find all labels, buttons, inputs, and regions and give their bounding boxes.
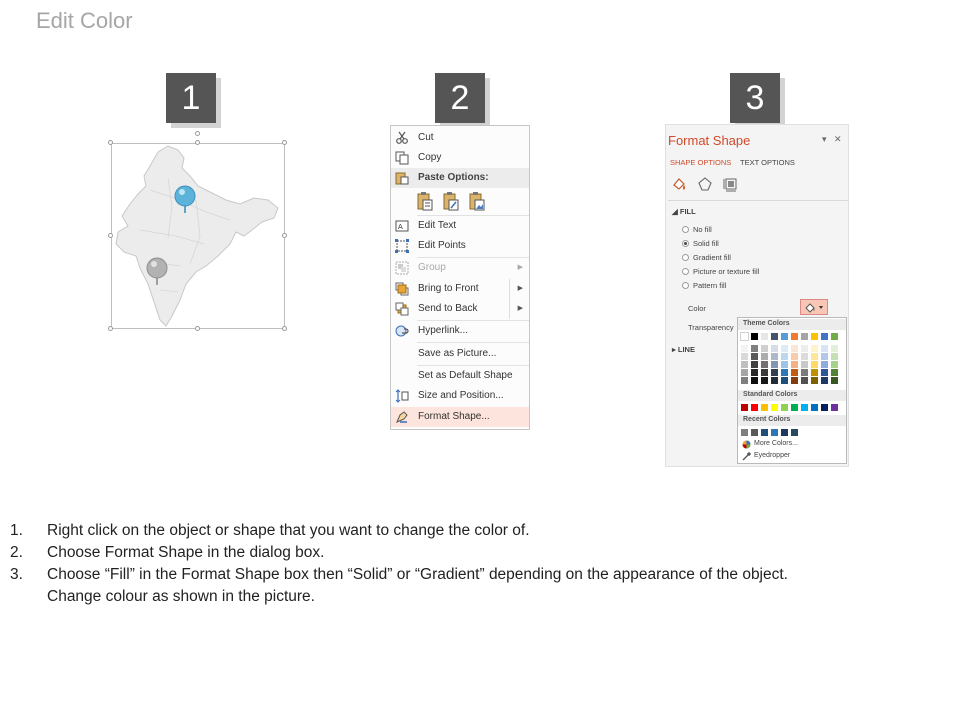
menu-item-label: Set as Default Shape bbox=[418, 370, 513, 381]
recent-color-swatch[interactable] bbox=[741, 429, 748, 436]
svg-text:A: A bbox=[398, 223, 403, 231]
menu-item-label: Edit Points bbox=[418, 240, 466, 251]
theme-shade-swatch[interactable] bbox=[791, 369, 798, 376]
standard-color-swatch[interactable] bbox=[771, 404, 778, 411]
menu-item-label: Send to Back bbox=[418, 303, 478, 314]
copy-icon bbox=[395, 151, 409, 165]
recent-color-swatch[interactable] bbox=[761, 429, 768, 436]
eyedropper-icon bbox=[742, 452, 751, 461]
theme-color-swatch[interactable] bbox=[751, 333, 758, 340]
more-colors-option[interactable] bbox=[741, 439, 845, 450]
effects-icon[interactable] bbox=[697, 176, 713, 192]
theme-colors-header bbox=[738, 319, 846, 330]
line-section-toggle[interactable] bbox=[672, 345, 695, 354]
bring-to-front-icon bbox=[395, 282, 409, 296]
menu-item-label: Bring to Front bbox=[418, 283, 479, 294]
edit-text-icon bbox=[395, 219, 409, 233]
menu-header-paste-options bbox=[391, 168, 529, 188]
fill-and-line-icon[interactable] bbox=[671, 176, 687, 192]
menu-item-hyperlink[interactable] bbox=[391, 321, 529, 341]
recent-colors-label: Recent Colors bbox=[743, 416, 791, 423]
group-icon bbox=[395, 261, 409, 275]
menu-item-edit-text[interactable] bbox=[391, 216, 529, 236]
paste-icon bbox=[395, 171, 409, 185]
theme-shade-swatch[interactable] bbox=[781, 353, 788, 360]
standard-color-swatch[interactable] bbox=[761, 404, 768, 411]
theme-shade-swatch[interactable] bbox=[831, 353, 838, 360]
theme-shade-swatch[interactable] bbox=[791, 345, 798, 352]
menu-item-send-to-back[interactable] bbox=[391, 299, 529, 319]
pane-divider bbox=[668, 200, 848, 201]
menu-header-label: Paste Options: bbox=[418, 172, 489, 183]
instruction-list bbox=[10, 522, 950, 610]
step-badge-3: 3 bbox=[730, 73, 780, 123]
theme-shade-swatch[interactable] bbox=[831, 345, 838, 352]
size-position-icon bbox=[395, 389, 409, 403]
recent-color-swatch[interactable] bbox=[781, 429, 788, 436]
hyperlink-icon bbox=[395, 324, 409, 338]
eyedropper-option[interactable] bbox=[741, 451, 845, 462]
theme-shade-swatch[interactable] bbox=[831, 377, 838, 384]
theme-shade-swatch[interactable] bbox=[811, 361, 818, 368]
theme-shade-swatch[interactable] bbox=[791, 377, 798, 384]
collapse-triangle-icon: ◢ bbox=[672, 207, 678, 216]
standard-color-swatch[interactable] bbox=[821, 404, 828, 411]
radio-button[interactable] bbox=[682, 254, 689, 261]
instruction-item bbox=[10, 588, 950, 610]
standard-color-swatch[interactable] bbox=[801, 404, 808, 411]
menu-item-bring-to-front[interactable] bbox=[391, 279, 529, 299]
size-properties-icon[interactable] bbox=[723, 176, 739, 192]
instruction-text: Choose “Fill” in the Format Shape box then “Solid” or “Gradient” depending on the appearance of the object. bbox=[47, 566, 788, 583]
menu-item-format-shape[interactable] bbox=[391, 407, 529, 427]
radio-button[interactable] bbox=[682, 226, 689, 233]
standard-color-swatch[interactable] bbox=[751, 404, 758, 411]
theme-shade-swatch[interactable] bbox=[741, 361, 748, 368]
instruction-number: 1. bbox=[10, 522, 23, 539]
standard-colors-header bbox=[738, 390, 846, 401]
menu-item-label: Hyperlink... bbox=[418, 325, 469, 336]
format-shape-icon bbox=[395, 410, 409, 424]
theme-shade-swatch[interactable] bbox=[781, 345, 788, 352]
split-separator bbox=[509, 299, 510, 319]
paste-picture-icon[interactable] bbox=[469, 191, 485, 211]
theme-shade-swatch[interactable] bbox=[761, 361, 768, 368]
radio-label: Pattern fill bbox=[693, 281, 727, 290]
tab-shape-options[interactable]: SHAPE OPTIONS bbox=[670, 158, 732, 167]
theme-shade-swatch[interactable] bbox=[751, 361, 758, 368]
theme-shade-swatch[interactable] bbox=[811, 353, 818, 360]
fill-section-label: FILL bbox=[679, 207, 696, 216]
submenu-arrow-icon[interactable]: ▶ bbox=[517, 285, 523, 292]
menu-item-label: Format Shape... bbox=[418, 411, 490, 422]
standard-color-swatch[interactable] bbox=[741, 404, 748, 411]
scissors-icon bbox=[395, 131, 409, 145]
theme-shade-swatch[interactable] bbox=[761, 369, 768, 376]
recent-colors-header bbox=[738, 415, 846, 426]
menu-item-save-as-picture[interactable] bbox=[391, 344, 529, 364]
radio-button[interactable] bbox=[682, 282, 689, 289]
context-menu bbox=[390, 125, 530, 430]
paste-use-destination-icon[interactable] bbox=[443, 191, 459, 211]
radio-label: Solid fill bbox=[693, 239, 719, 248]
instruction-item bbox=[10, 566, 950, 588]
radio-label: Picture or texture fill bbox=[693, 267, 760, 276]
pane-close-icon[interactable]: ✕ bbox=[834, 134, 842, 144]
radio-button[interactable] bbox=[682, 268, 689, 275]
menu-item-label: Size and Position... bbox=[418, 390, 504, 401]
theme-shade-swatch[interactable] bbox=[751, 353, 758, 360]
tab-text-options[interactable]: TEXT OPTIONS bbox=[740, 158, 795, 167]
theme-shade-swatch[interactable] bbox=[821, 369, 828, 376]
standard-colors-label: Standard Colors bbox=[743, 391, 798, 398]
more-colors-label: More Colors... bbox=[754, 440, 798, 447]
theme-shade-swatch[interactable] bbox=[821, 345, 828, 352]
theme-shade-swatch[interactable] bbox=[771, 369, 778, 376]
standard-color-swatch[interactable] bbox=[791, 404, 798, 411]
menu-item-copy[interactable] bbox=[391, 148, 529, 168]
expand-triangle-icon: ▸ bbox=[672, 345, 676, 354]
page-title: Edit Color bbox=[36, 8, 133, 33]
theme-shade-swatch[interactable] bbox=[771, 361, 778, 368]
theme-shade-swatch[interactable] bbox=[771, 353, 778, 360]
theme-shade-swatch[interactable] bbox=[751, 345, 758, 352]
transparency-label: Transparency bbox=[688, 323, 734, 332]
step-badge-2: 2 bbox=[435, 73, 485, 123]
radio-label: Gradient fill bbox=[693, 253, 731, 262]
radio-button[interactable] bbox=[682, 240, 689, 247]
theme-color-swatch[interactable] bbox=[791, 333, 798, 340]
theme-shade-swatch[interactable] bbox=[781, 361, 788, 368]
theme-shade-swatch[interactable] bbox=[751, 377, 758, 384]
theme-shade-swatch[interactable] bbox=[811, 369, 818, 376]
menu-item-set-default-shape[interactable] bbox=[391, 366, 529, 386]
menu-item-label: Edit Text bbox=[418, 220, 457, 231]
standard-color-swatch[interactable] bbox=[831, 404, 838, 411]
radio-label: No fill bbox=[693, 225, 712, 234]
pane-title: Format Shape bbox=[668, 133, 751, 148]
color-wheel-icon bbox=[742, 440, 751, 449]
menu-item-cut[interactable] bbox=[391, 128, 529, 148]
recent-color-swatch[interactable] bbox=[751, 429, 758, 436]
recent-color-swatch[interactable] bbox=[771, 429, 778, 436]
theme-shade-swatch[interactable] bbox=[831, 361, 838, 368]
instruction-item bbox=[10, 522, 950, 544]
theme-shade-swatch[interactable] bbox=[811, 377, 818, 384]
eyedropper-label: Eyedropper bbox=[754, 452, 791, 459]
paint-bucket-icon bbox=[804, 302, 826, 313]
pane-options-dropdown-icon[interactable]: ▾ bbox=[822, 134, 827, 144]
theme-shade-swatch[interactable] bbox=[761, 377, 768, 384]
color-label: Color bbox=[688, 304, 706, 313]
menu-item-size-and-position[interactable] bbox=[391, 386, 529, 406]
theme-colors-label: Theme Colors bbox=[743, 320, 790, 327]
theme-color-swatch[interactable] bbox=[761, 333, 768, 340]
theme-color-swatch[interactable] bbox=[781, 333, 788, 340]
submenu-arrow-icon[interactable]: ▶ bbox=[517, 305, 523, 312]
theme-color-swatch[interactable] bbox=[771, 333, 778, 340]
theme-shade-swatch[interactable] bbox=[821, 377, 828, 384]
theme-shade-swatch[interactable] bbox=[811, 345, 818, 352]
line-section-label: LINE bbox=[677, 345, 695, 354]
theme-shade-swatch[interactable] bbox=[781, 369, 788, 376]
menu-item-label: Cut bbox=[418, 132, 434, 143]
edit-points-icon bbox=[395, 239, 409, 253]
standard-color-swatch[interactable] bbox=[811, 404, 818, 411]
theme-shade-swatch[interactable] bbox=[801, 345, 808, 352]
send-to-back-icon bbox=[395, 302, 409, 316]
menu-item-label: Copy bbox=[418, 152, 442, 163]
menu-item-label: Group bbox=[418, 262, 446, 273]
theme-shade-swatch[interactable] bbox=[771, 345, 778, 352]
theme-shade-swatch[interactable] bbox=[741, 345, 748, 352]
menu-item-group[interactable] bbox=[391, 258, 529, 278]
instruction-number: 2. bbox=[10, 544, 23, 561]
split-separator bbox=[509, 279, 510, 299]
theme-shade-swatch[interactable] bbox=[751, 369, 758, 376]
menu-separator bbox=[417, 342, 529, 343]
paste-options-row bbox=[391, 190, 529, 214]
theme-shade-swatch[interactable] bbox=[741, 369, 748, 376]
standard-color-swatch[interactable] bbox=[781, 404, 788, 411]
theme-shade-swatch[interactable] bbox=[801, 353, 808, 360]
theme-shade-swatch[interactable] bbox=[741, 377, 748, 384]
theme-shade-swatch[interactable] bbox=[821, 353, 828, 360]
instruction-text: Choose Format Shape in the dialog box. bbox=[47, 544, 325, 561]
theme-color-swatch[interactable] bbox=[831, 333, 838, 340]
fill-section-toggle[interactable] bbox=[672, 207, 696, 216]
paste-keep-source-icon[interactable] bbox=[417, 191, 433, 211]
theme-shade-swatch[interactable] bbox=[761, 353, 768, 360]
theme-color-swatch[interactable] bbox=[741, 333, 748, 340]
theme-shade-swatch[interactable] bbox=[761, 345, 768, 352]
theme-color-swatch[interactable] bbox=[801, 333, 808, 340]
theme-shade-swatch[interactable] bbox=[781, 377, 788, 384]
submenu-arrow-icon: ▶ bbox=[517, 264, 523, 271]
instruction-text: Change colour as shown in the picture. bbox=[47, 588, 315, 605]
theme-shade-swatch[interactable] bbox=[821, 361, 828, 368]
theme-shade-swatch[interactable] bbox=[801, 377, 808, 384]
theme-shade-swatch[interactable] bbox=[801, 361, 808, 368]
theme-shade-swatch[interactable] bbox=[741, 353, 748, 360]
step-badge-1: 1 bbox=[166, 73, 216, 123]
theme-color-swatch[interactable] bbox=[821, 333, 828, 340]
theme-shade-swatch[interactable] bbox=[791, 353, 798, 360]
recent-color-swatch[interactable] bbox=[791, 429, 798, 436]
instruction-number: 3. bbox=[10, 566, 23, 583]
theme-shade-swatch[interactable] bbox=[791, 361, 798, 368]
instruction-text: Right click on the object or shape that you want to change the color of. bbox=[47, 522, 530, 539]
menu-item-label: Save as Picture... bbox=[418, 348, 497, 359]
theme-shade-swatch[interactable] bbox=[771, 377, 778, 384]
theme-color-swatch[interactable] bbox=[811, 333, 818, 340]
theme-shade-swatch[interactable] bbox=[801, 369, 808, 376]
instruction-item bbox=[10, 544, 950, 566]
menu-item-edit-points[interactable] bbox=[391, 236, 529, 256]
theme-shade-swatch[interactable] bbox=[831, 369, 838, 376]
color-picker-button[interactable] bbox=[800, 299, 828, 315]
color-palette-dropdown bbox=[737, 317, 847, 464]
